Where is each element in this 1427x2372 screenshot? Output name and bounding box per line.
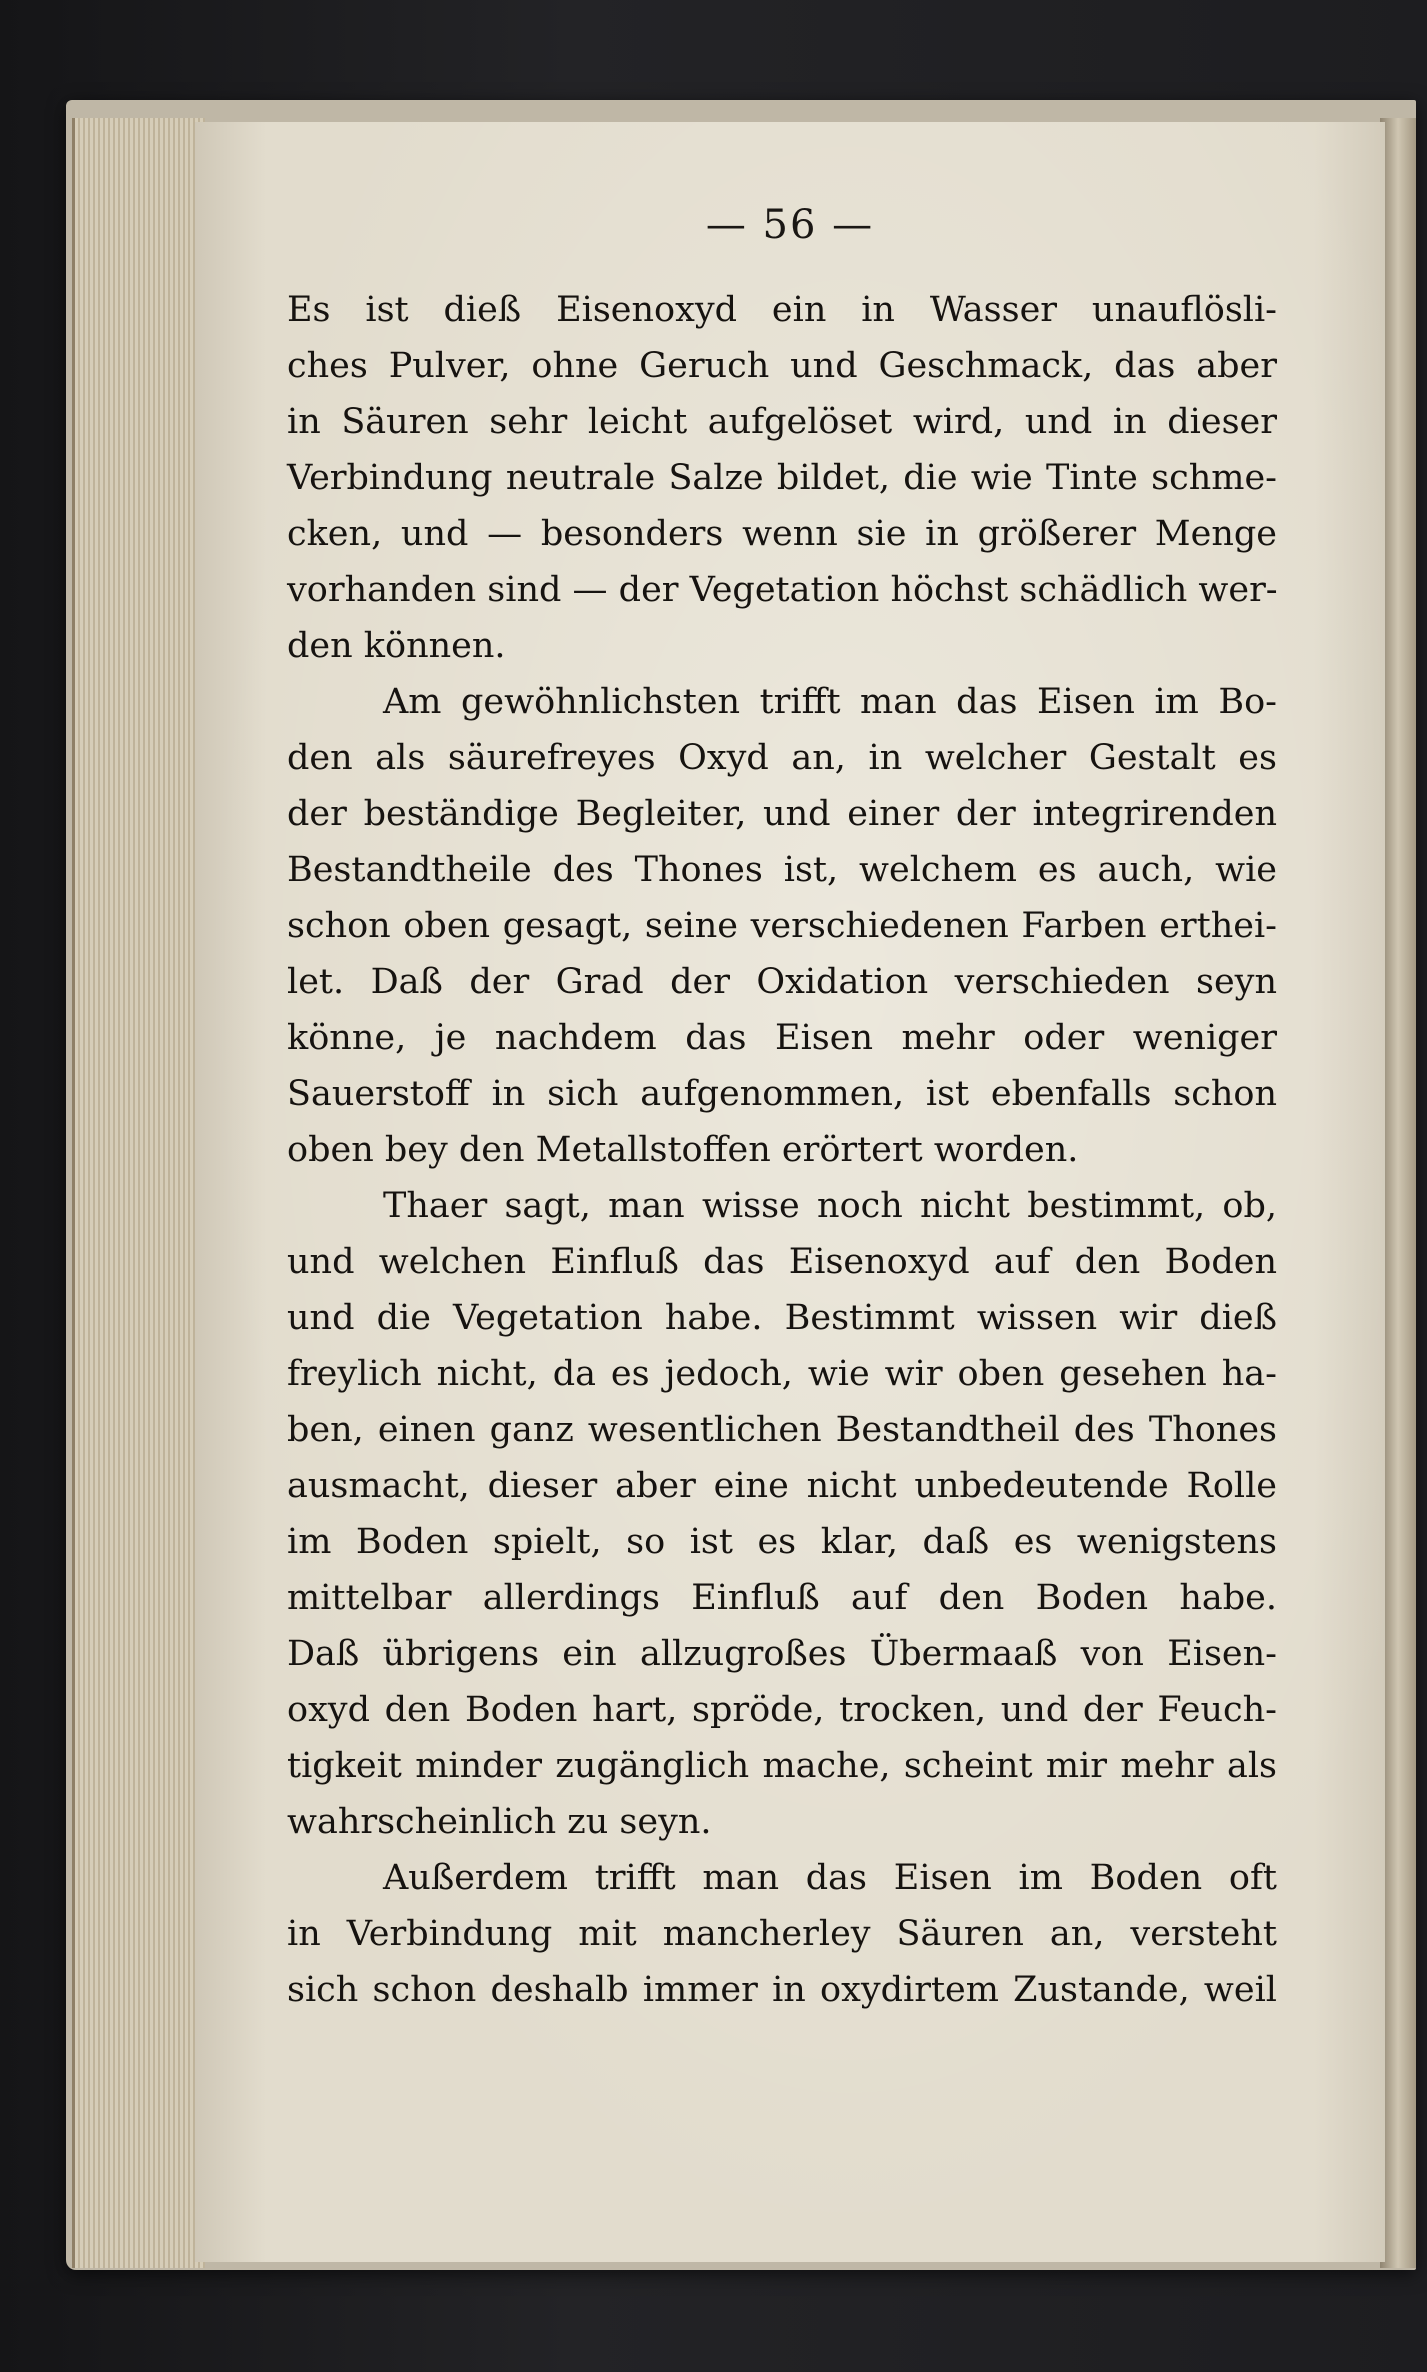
text-line: Außerdem trifft man das Eisen im Boden oft [383, 1858, 1277, 1898]
text-line: oben bey den Metallstoffen erörtert worden. [287, 1130, 1079, 1170]
book-page [195, 122, 1385, 2262]
text-line: Verbindung neutrale Salze bildet, die wie Tinte schme- [287, 458, 1277, 498]
text-line: freylich nicht, da es jedoch, wie wir oben gesehen ha- [287, 1354, 1277, 1394]
text-line: den können. [287, 626, 506, 666]
text-line: schon oben gesagt, seine verschiedenen Farben erthei- [287, 906, 1277, 946]
text-line: vorhanden sind — der Vegetation höchst schädlich wer- [287, 570, 1278, 610]
text-line: und die Vegetation habe. Bestimmt wissen wir dieß [287, 1298, 1277, 1338]
text-line: Thaer sagt, man wisse noch nicht bestimmt, ob, [383, 1186, 1277, 1226]
text-line: in Säuren sehr leicht aufgelöset wird, und in dieser [287, 402, 1277, 442]
text-line: Es ist dieß Eisenoxyd ein in Wasser unauflösli- [287, 290, 1277, 330]
page-text [287, 282, 1277, 2018]
text-line: der beständige Begleiter, und einer der integrirenden [287, 794, 1277, 834]
text-line: cken, und — besonders wenn sie in größerer Menge [287, 514, 1277, 554]
text-line: oxyd den Boden hart, spröde, trocken, und der Feuch- [287, 1690, 1277, 1730]
text-line: ben, einen ganz wesentlichen Bestandtheil des Thones [287, 1410, 1277, 1450]
text-line: let. Daß der Grad der Oxidation verschieden seyn [287, 962, 1277, 1002]
text-line: Am gewöhnlichsten trifft man das Eisen im Bo- [383, 682, 1277, 722]
page-edge-right [1380, 118, 1416, 2268]
text-line: den als säurefreyes Oxyd an, in welcher Gestalt es [287, 738, 1277, 778]
text-line: und welchen Einfluß das Eisenoxyd auf den Boden [287, 1242, 1277, 1282]
text-line: ausmacht, dieser aber eine nicht unbedeutende Rolle [287, 1466, 1277, 1506]
text-line: im Boden spielt, so ist es klar, daß es wenigstens [287, 1522, 1277, 1562]
text-line: könne, je nachdem das Eisen mehr oder weniger [287, 1018, 1277, 1058]
page-number: — 56 — [705, 202, 875, 248]
page-edges-left [72, 118, 205, 2268]
text-line: ches Pulver, ohne Geruch und Geschmack, das aber [287, 346, 1277, 386]
text-line: Daß übrigens ein allzugroßes Übermaaß von Eisen- [287, 1634, 1277, 1674]
text-line: wahrscheinlich zu seyn. [287, 1802, 712, 1842]
text-line: in Verbindung mit mancherley Säuren an, versteht [287, 1914, 1277, 1954]
text-line: Bestandtheile des Thones ist, welchem es auch, wie [287, 850, 1277, 890]
text-line: mittelbar allerdings Einfluß auf den Boden habe. [287, 1578, 1277, 1618]
text-line: sich schon deshalb immer in oxydirtem Zustande, weil [287, 1970, 1277, 2010]
text-line: tigkeit minder zugänglich mache, scheint mir mehr als [287, 1746, 1277, 1786]
text-line: Sauerstoff in sich aufgenommen, ist ebenfalls schon [287, 1074, 1277, 1114]
